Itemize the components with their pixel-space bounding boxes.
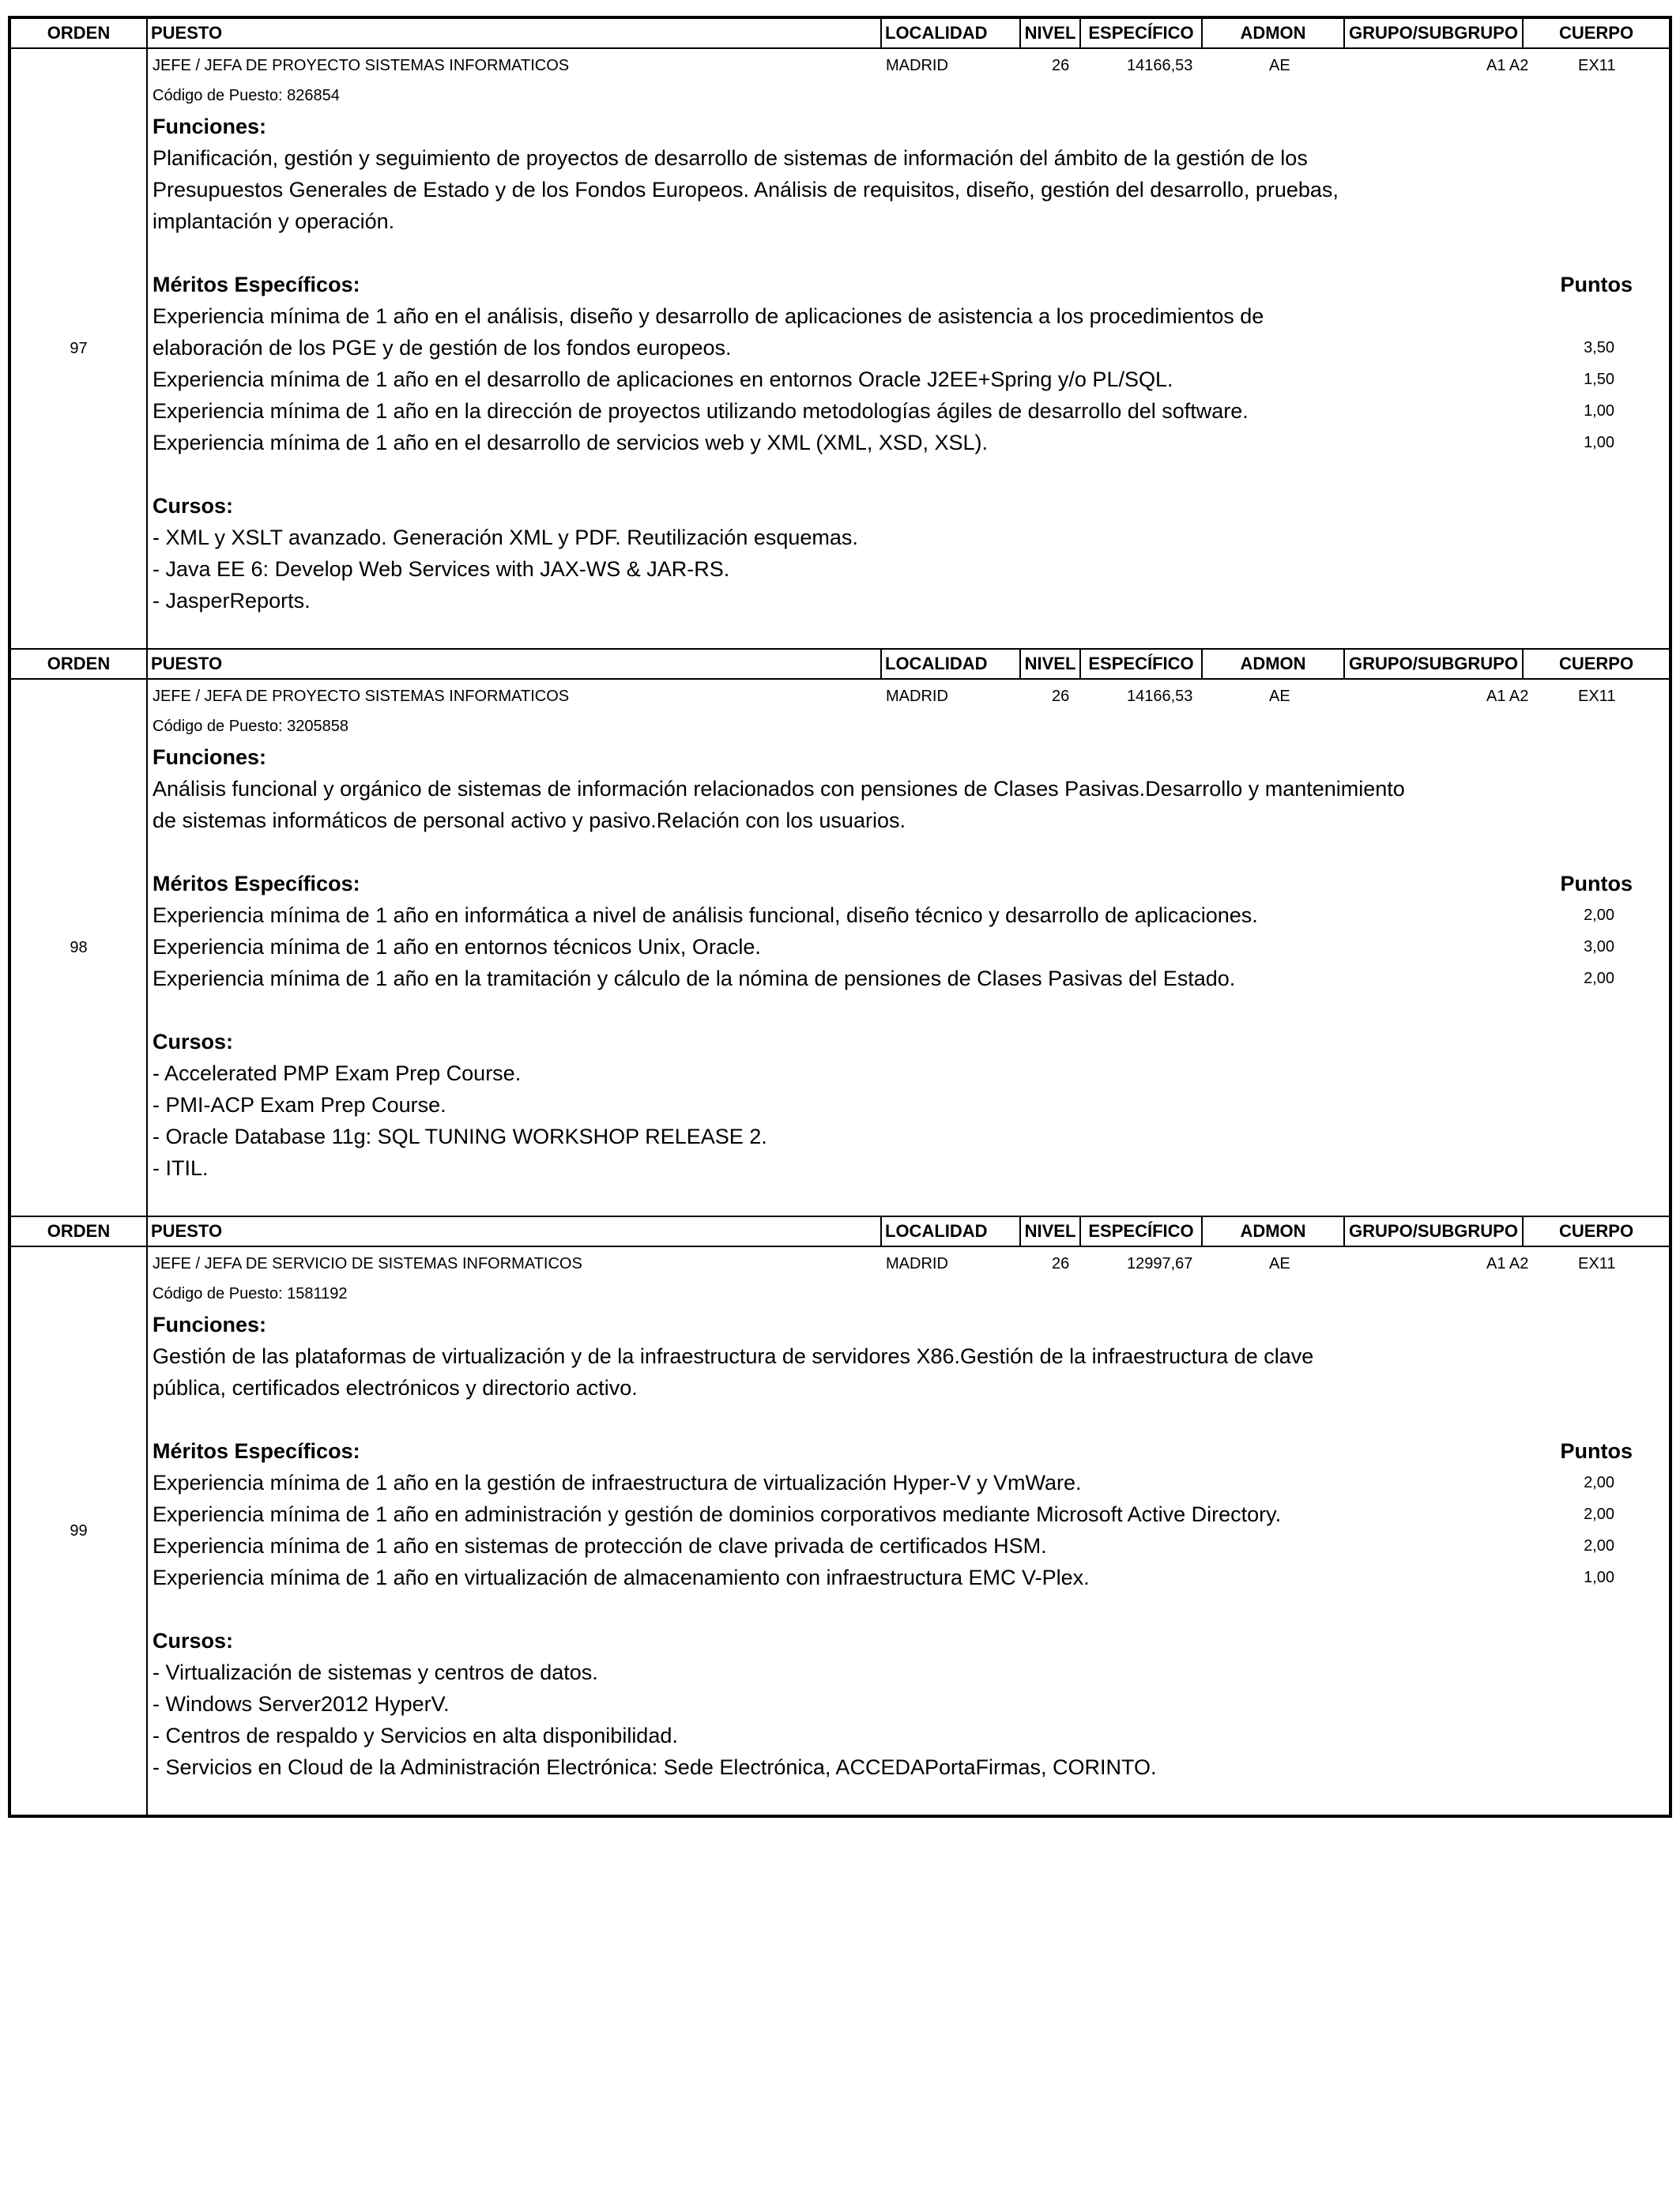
curso-item: - Java EE 6: Develop Web Services with JAX-WS & JAR-RS. [153,557,730,581]
admon-value: AE [1269,57,1290,74]
admon-value: AE [1269,1255,1290,1272]
curso-item: - ITIL. [153,1156,209,1180]
merit-text-line: Experiencia mínima de 1 año en sistemas de protección de clave privada de certificados HSM. [153,1534,1047,1558]
merit-row [151,1467,1669,1498]
cursos-heading: Cursos: [153,1629,234,1653]
merit-points: 2,00 [1584,907,1614,924]
merit-text-line: elaboración de los PGE y de gestión de los fondos europeos. [153,336,732,360]
grupo-value: A1 A2 [1486,57,1529,74]
meritos-heading: Méritos Específicos: [153,872,360,895]
job-entry [8,648,1672,1216]
header-cuerpo: CUERPO [1558,23,1634,43]
especifico-value: 14166,53 [1127,57,1193,74]
merit-text [153,364,1433,395]
cuerpo-value: EX11 [1578,688,1616,705]
merit-points: 1,50 [1584,371,1614,388]
cuerpo-value: EX11 [1578,57,1616,74]
header-puesto: PUESTO [148,650,882,678]
merit-row [151,899,1669,931]
cursos-heading: Cursos: [153,1030,234,1054]
merit-text-line: Experiencia mínima de 1 año en entornos técnicos Unix, Oracle. [153,935,761,959]
header-orden: ORDEN [11,1217,148,1246]
merit-points: 1,00 [1584,1569,1614,1586]
merit-row [151,1530,1669,1562]
codigo-puesto: Código de Puesto: 826854 [153,87,340,104]
especifico-value: 12997,67 [1127,1255,1193,1272]
cuerpo-value: EX11 [1578,1255,1616,1272]
meritos-heading: Méritos Específicos: [153,1439,360,1463]
merit-row [151,300,1669,364]
merit-text [153,963,1433,994]
header-grupo-subgrupo: GRUPO/SUBGRUPO [1345,1217,1524,1246]
position-row [151,1247,1669,1279]
funciones-heading: Funciones: [153,115,267,138]
merit-text-line: Experiencia mínima de 1 año en la gestión de infraestructura de virtualización Hyper-V y VmWare. [153,1471,1082,1495]
grupo-value: A1 A2 [1486,688,1529,705]
merit-text-line: Experiencia mínima de 1 año en el análisis, diseño y desarrollo de aplicaciones de asistencia a los procedimientos de [153,304,1264,328]
curso-item: - Centros de respaldo y Servicios en alta disponibilidad. [153,1724,678,1747]
job-entry [8,16,1672,648]
entry-content [148,680,1669,1216]
merit-text [153,1498,1433,1530]
especifico-value: 14166,53 [1127,688,1193,705]
merit-points: 2,00 [1584,970,1614,987]
header-orden: ORDEN [11,19,148,47]
funciones-heading: Funciones: [153,745,267,769]
spacer [151,836,1669,868]
merit-row [151,1562,1669,1593]
funciones-heading: Funciones: [153,1313,267,1336]
puntos-heading: Puntos [1560,872,1633,895]
header-orden: ORDEN [11,650,148,678]
merit-points: 3,50 [1584,339,1614,356]
entry-body [11,680,1669,1216]
merit-row [151,364,1669,395]
merit-row [151,1498,1669,1530]
funciones-line: implantación y operación. [153,209,395,233]
curso-item: - PMI-ACP Exam Prep Course. [153,1093,446,1117]
merit-text-line: Experiencia mínima de 1 año en la tramitación y cálculo de la nómina de pensiones de Clases Pasivas del Estado. [153,967,1236,990]
merit-text [153,899,1433,931]
spacer [151,994,1669,1026]
merit-text [153,427,1433,458]
spacer [151,237,1669,269]
table-header-row [11,19,1669,49]
header-grupo-subgrupo: GRUPO/SUBGRUPO [1345,19,1524,47]
header-nivel: NIVEL [1021,19,1081,47]
cursos-heading: Cursos: [153,494,234,518]
grupo-value: A1 A2 [1486,1255,1529,1272]
merit-row [151,395,1669,427]
funciones-line: de sistemas informáticos de personal activo y pasivo.Relación con los usuarios. [153,809,906,832]
merit-points: 3,00 [1584,938,1614,956]
orden-number: 99 [11,1247,148,1815]
curso-item: - Accelerated PMP Exam Prep Course. [153,1061,522,1085]
merit-points: 2,00 [1584,1474,1614,1491]
merit-row [151,963,1669,994]
merit-points: 2,00 [1584,1506,1614,1523]
merit-text [153,1562,1433,1593]
curso-item: - Servicios en Cloud de la Administración Electrónica: Sede Electrónica, ACCEDAPortaFirmas, CORINTO. [153,1755,1157,1779]
merit-text [153,1467,1433,1498]
header-especifico: ESPECÍFICO [1081,1217,1203,1246]
puesto-title: JEFE / JEFA DE SERVICIO DE SISTEMAS INFORMATICOS [153,1255,582,1272]
meritos-heading-row [151,868,1669,899]
header-admon: ADMON [1203,650,1345,678]
merit-points: 1,00 [1584,402,1614,420]
puesto-title: JEFE / JEFA DE PROYECTO SISTEMAS INFORMATICOS [153,688,570,705]
header-cuerpo: CUERPO [1558,654,1634,673]
localidad-value: MADRID [886,57,948,74]
spacer [151,1593,1669,1625]
merit-text-line: Experiencia mínima de 1 año en informática a nivel de análisis funcional, diseño técnico y desarrollo de aplicaciones. [153,903,1258,927]
merit-text-line: Experiencia mínima de 1 año en administración y gestión de dominios corporativos mediante Microsoft Active Directory. [153,1502,1282,1526]
header-cuerpo: CUERPO [1558,1221,1634,1241]
puesto-title: JEFE / JEFA DE PROYECTO SISTEMAS INFORMATICOS [153,57,570,74]
header-especifico: ESPECÍFICO [1081,19,1203,47]
curso-item: - JasperReports. [153,589,311,613]
merit-points: 2,00 [1584,1537,1614,1555]
header-puesto: PUESTO [148,19,882,47]
merit-points: 1,00 [1584,434,1614,451]
header-localidad: LOCALIDAD [882,1217,1021,1246]
merit-text-line: Experiencia mínima de 1 año en virtualización de almacenamiento con infraestructura EMC V-Plex. [153,1566,1090,1589]
spacer [151,1184,1669,1216]
position-row [151,680,1669,711]
header-nivel: NIVEL [1021,1217,1081,1246]
header-admon: ADMON [1203,19,1345,47]
funciones-line: Gestión de las plataformas de virtualización y de la infraestructura de servidores X86.Gestión de la infraestructura de clave [153,1344,1314,1368]
header-grupo-subgrupo: GRUPO/SUBGRUPO [1345,650,1524,678]
header-nivel: NIVEL [1021,650,1081,678]
table-header-row [11,648,1669,680]
meritos-heading-row [151,1435,1669,1467]
funciones-line: Presupuestos Generales de Estado y de los Fondos Europeos. Análisis de requisitos, diseño, gestión del desarrollo, pruebas, [153,178,1339,202]
header-localidad: LOCALIDAD [882,650,1021,678]
merit-text [153,395,1433,427]
nivel-value: 26 [1052,1255,1070,1272]
header-especifico: ESPECÍFICO [1081,650,1203,678]
table-header-row [11,1216,1669,1247]
curso-item: - Windows Server2012 HyperV. [153,1692,450,1716]
codigo-puesto: Código de Puesto: 1581192 [153,1285,348,1302]
nivel-value: 26 [1052,57,1070,74]
merit-text [153,300,1433,364]
merit-row [151,931,1669,963]
entry-content [148,49,1669,648]
funciones-line: pública, certificados electrónicos y directorio activo. [153,1376,638,1400]
orden-number: 97 [11,49,148,648]
merit-text-line: Experiencia mínima de 1 año en el desarrollo de servicios web y XML (XML, XSD, XSL). [153,431,988,454]
admon-value: AE [1269,688,1290,705]
meritos-heading-row [151,269,1669,300]
header-puesto: PUESTO [148,1217,882,1246]
header-localidad: LOCALIDAD [882,19,1021,47]
localidad-value: MADRID [886,1255,948,1272]
puntos-heading: Puntos [1560,1439,1633,1463]
spacer [151,616,1669,648]
merit-text-line: Experiencia mínima de 1 año en la dirección de proyectos utilizando metodologías ágiles de desarrollo del software. [153,399,1249,423]
job-entry [8,1216,1672,1818]
localidad-value: MADRID [886,688,948,705]
spacer [151,1404,1669,1435]
merit-text [153,1530,1433,1562]
puntos-heading: Puntos [1560,273,1633,296]
orden-number: 98 [11,680,148,1216]
curso-item: - XML y XSLT avanzado. Generación XML y PDF. Reutilización esquemas. [153,526,858,549]
curso-item: - Virtualización de sistemas y centros de datos. [153,1661,598,1684]
spacer [151,458,1669,490]
nivel-value: 26 [1052,688,1070,705]
header-admon: ADMON [1203,1217,1345,1246]
merit-text [153,931,1433,963]
merit-row [151,427,1669,458]
entry-content [148,1247,1669,1815]
entry-body [11,1247,1669,1815]
codigo-puesto: Código de Puesto: 3205858 [153,718,348,735]
merit-text-line: Experiencia mínima de 1 año en el desarrollo de aplicaciones en entornos Oracle J2EE+Spring y/o PL/SQL. [153,368,1173,391]
funciones-line: Planificación, gestión y seguimiento de proyectos de desarrollo de sistemas de información del ámbito de la gestión de los [153,146,1308,170]
entry-body [11,49,1669,648]
job-listing-document [8,16,1672,1818]
position-row [151,49,1669,81]
meritos-heading: Méritos Específicos: [153,273,360,296]
spacer [151,1783,1669,1815]
funciones-line: Análisis funcional y orgánico de sistemas de información relacionados con pensiones de Clases Pasivas.Desarrollo y mantenimiento [153,777,1405,801]
curso-item: - Oracle Database 11g: SQL TUNING WORKSHOP RELEASE 2. [153,1125,767,1148]
